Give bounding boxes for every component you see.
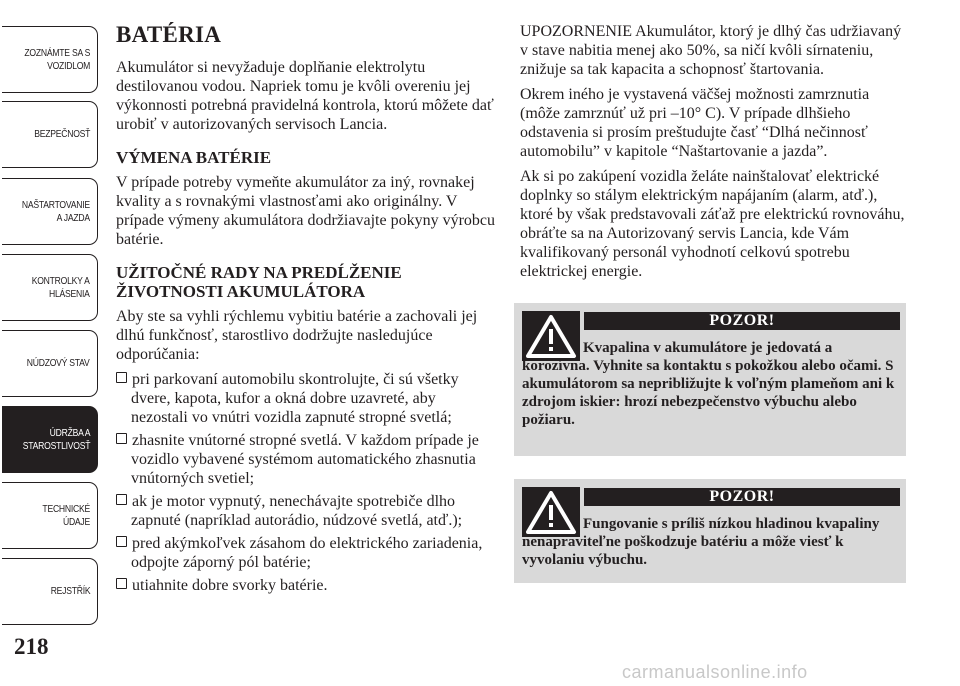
tab-starting-driving[interactable]: [2, 178, 98, 245]
tab-safety[interactable]: [2, 101, 98, 168]
tips-paragraph: Aby ste sa vyhli rýchlemu vybitiu batérie a zachovali jej dlhú funkčnosť, starostlivo dodržujte nasledujúce odporúčania:: [116, 308, 478, 363]
tab-label: TECHNICKÉ ÚDAJE: [42, 502, 90, 528]
section-heading-tips: UŽITOČNÉ RADY NA PREDĹŽENIE ŽIVOTNOSTI AKUMULÁTORA: [116, 263, 402, 301]
notice-paragraph: UPOZORNENIE Akumulátor, ktorý je dlhý čas udržiavaný v stave nabitia menej ako 50%, sa ničí kvôli sírnateniu, znižuje sa tak kapacita a schopnosť štartovania.: [520, 23, 902, 78]
tab-technical-data[interactable]: [2, 482, 98, 549]
tab-label: ÚDRŽBA A STAROSTLIVOSŤ: [22, 426, 90, 452]
list-item: pred akýmkoľvek zásahom do elektrického zariadenia, odpojte záporný pól batérie;: [116, 534, 496, 572]
list-item: zhasnite vnútorné stropné svetlá. V každom prípade je vozidlo vybavené systémom automatického zhasnutia vnútorných svetiel;: [116, 431, 496, 488]
tab-emergency[interactable]: [2, 330, 98, 397]
page-number: 218: [14, 634, 49, 659]
tab-maintenance[interactable]: [2, 406, 98, 473]
list-item: pri parkovaní automobilu skontrolujte, či sú všetky dvere, kapota, kufor a okná dobre uzavreté, aby nezostali vo vnútri vozidla zapnuté stropné svetlá;: [116, 370, 496, 427]
chapter-sidebar: [0, 0, 100, 640]
tab-label: ZOZNÁMTE SA S VOZIDLOM: [24, 46, 90, 72]
checkbox-bullet-icon: [116, 433, 127, 444]
tab-label: BEZPEČNOSŤ: [34, 128, 90, 140]
checkbox-bullet-icon: [116, 494, 127, 505]
tab-introduction[interactable]: [2, 26, 98, 93]
warning-text: Fungovanie s príliš nízkou hladinou kvapaliny nenapraviteľne poškodzuje batériu a môže viesť k vyvolaniu výbuchu.: [522, 516, 880, 568]
warning-heading: POZOR!: [584, 312, 900, 330]
tab-label: NAŠTARTOVANIE A JAZDA: [22, 198, 90, 224]
intro-paragraph: Akumulátor si nevyžaduje doplňanie elektrolytu destilovanou vodou. Napriek tomu je kvôli overeniu jej výkonnosti potrebná pravidelná kontrola, ktorú môžete dať urobiť v autorizovaných servisoch Lancia.: [116, 59, 494, 133]
tab-index[interactable]: [2, 558, 98, 625]
section-heading-replacement: VÝMENA BATÉRIE: [116, 148, 272, 167]
list-item: ak je motor vypnutý, nenechávajte spotrebiče dlho zapnuté (napríklad autorádio, núdzové svetlá, atď.);: [116, 492, 496, 530]
list-item: utiahnite dobre svorky batérie.: [116, 576, 496, 595]
freezing-paragraph: Okrem iného je vystavená väčšej možnosti zamrznutia (môže zamrznúť už pri –10° C). V prípade dlhšieho odstavenia si prosím preštudujte časť “Dlhá nečinnosť automobilu” v kapitole “Naštartovanie a jazda”.: [520, 86, 870, 160]
tips-list: [116, 370, 496, 595]
tab-label: REJSTŘÍK: [50, 585, 90, 597]
replacement-paragraph: V prípade potreby vymeňte akumulátor za iný, rovnakej kvality a s rovnakými vlastnosťami ako originálny. V prípade výmeny akumulátora dodržiavajte pokyny výrobcu batérie.: [116, 174, 495, 248]
page-title: BATÉRIA: [116, 22, 222, 47]
warning-box-low-level: [514, 479, 906, 583]
watermark: carmanualsonline.info: [622, 662, 808, 682]
left-column: [116, 22, 496, 599]
checkbox-bullet-icon: [116, 536, 127, 547]
warning-box-electrolyte: [514, 303, 906, 456]
checkbox-bullet-icon: [116, 578, 127, 589]
checkbox-bullet-icon: [116, 372, 127, 383]
warning-text: Kvapalina v akumulátore je jedovatá a korozívna. Vyhnite sa kontaktu s pokožkou alebo očami. S akumulátorom sa nepribližujte k voľným plameňom ani k zdrojom iskier: hrozí nebezpečenstvo výbuchu alebo požiaru.: [522, 340, 895, 428]
warning-heading: POZOR!: [584, 488, 900, 506]
accessories-paragraph: Ak si po zakúpení vozidla želáte nainštalovať elektrické doplnky so stálym elektrickým napájaním (alarm, atď.), ktoré by však predstavovali záťaž pre elektrickú rovnováhu, obráťte sa na Autorizovaný servis Lancia, kde Vám kvalifikovaný personál vyhodnotí celkovú spotrebu elektrickej energie.: [520, 168, 905, 280]
tab-warning-lights[interactable]: [2, 254, 98, 321]
right-column: [520, 22, 908, 287]
tab-label: NÚDZOVÝ STAV: [27, 357, 90, 369]
tab-label: KONTROLKY A HLÁSENIA: [32, 274, 90, 300]
